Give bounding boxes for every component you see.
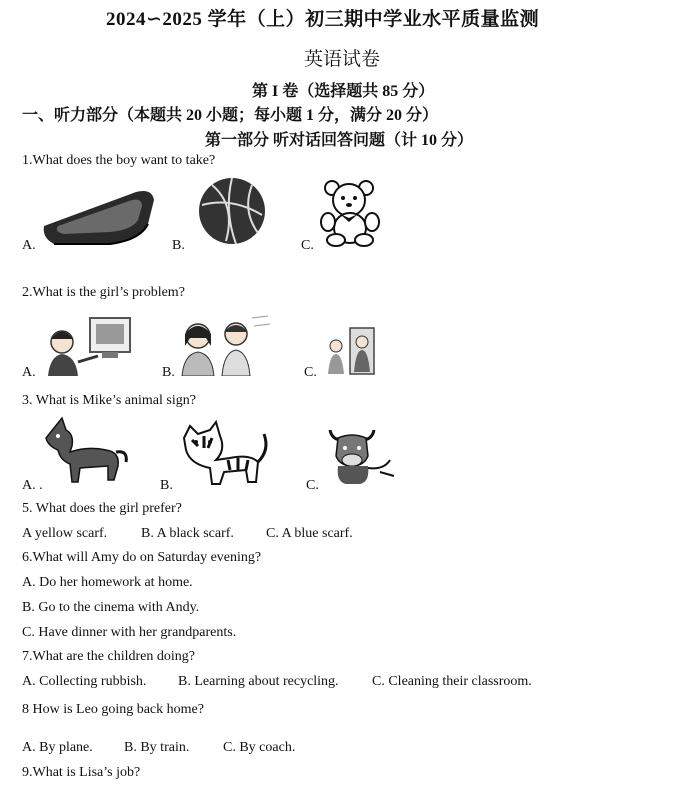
q2-option-b[interactable]: B. [162, 365, 175, 380]
horse-icon [40, 416, 132, 488]
question-1: 1.What does the boy want to take? [22, 153, 216, 168]
q7-option-c[interactable]: C. Cleaning their classroom. [372, 674, 532, 689]
question-9: 9.What is Lisa’s job? [22, 765, 141, 780]
q1-option-c[interactable]: C. [301, 238, 314, 253]
q6-option-b[interactable]: B. Go to the cinema with Andy. [22, 600, 200, 615]
tiger-icon [180, 420, 276, 488]
question-5: 5. What does the girl prefer? [22, 501, 182, 516]
teddy-bear-icon [318, 178, 382, 248]
q1-option-b[interactable]: B. [172, 238, 185, 253]
q5-option-b[interactable]: B. A black scarf. [141, 526, 234, 541]
q8-option-a[interactable]: A. By plane. [22, 740, 93, 755]
exam-subtitle: 英语试卷 [304, 49, 381, 70]
q7-option-a[interactable]: A. Collecting rubbish. [22, 674, 147, 689]
boy-computer-icon [40, 312, 132, 378]
question-8: 8 How is Leo going back home? [22, 702, 204, 717]
people-doorway-icon [322, 326, 378, 378]
q2-option-c[interactable]: C. [304, 365, 317, 380]
q6-option-c[interactable]: C. Have dinner with her grandparents. [22, 625, 237, 640]
q6-option-a[interactable]: A. Do her homework at home. [22, 575, 193, 590]
q5-option-a[interactable]: A yellow scarf. [22, 526, 108, 541]
q8-option-c[interactable]: C. By coach. [223, 740, 296, 755]
q1-option-a[interactable]: A. [22, 238, 36, 253]
ox-icon [324, 422, 398, 486]
question-7: 7.What are the children doing? [22, 649, 195, 664]
q3-option-c[interactable]: C. [306, 478, 319, 493]
q5-option-c[interactable]: C. A blue scarf. [266, 526, 353, 541]
exam-title: 2024∽2025 学年（上）初三期中学业水平质量监测 [106, 9, 540, 30]
q3-option-b[interactable]: B. [160, 478, 173, 493]
q3-option-a[interactable]: A. . [22, 478, 43, 493]
section-heading: 一、听力部分（本题共 20 小题；每小题 1 分，满分 20 分） [22, 107, 439, 124]
q7-option-b[interactable]: B. Learning about recycling. [178, 674, 339, 689]
basketball-icon [196, 175, 268, 247]
question-3: 3. What is Mike’s animal sign? [22, 393, 196, 408]
question-2: 2.What is the girl’s problem? [22, 285, 185, 300]
q8-option-b[interactable]: B. By train. [124, 740, 190, 755]
q2-option-a[interactable]: A. [22, 365, 36, 380]
question-6: 6.What will Amy do on Saturday evening? [22, 550, 262, 565]
part-heading: 第一部分 听对话回答问题（计 10 分） [205, 132, 474, 149]
girls-talking-icon [178, 312, 272, 376]
boat-icon [40, 186, 158, 250]
volume-heading: 第 I 卷（选择题共 85 分） [252, 83, 435, 100]
